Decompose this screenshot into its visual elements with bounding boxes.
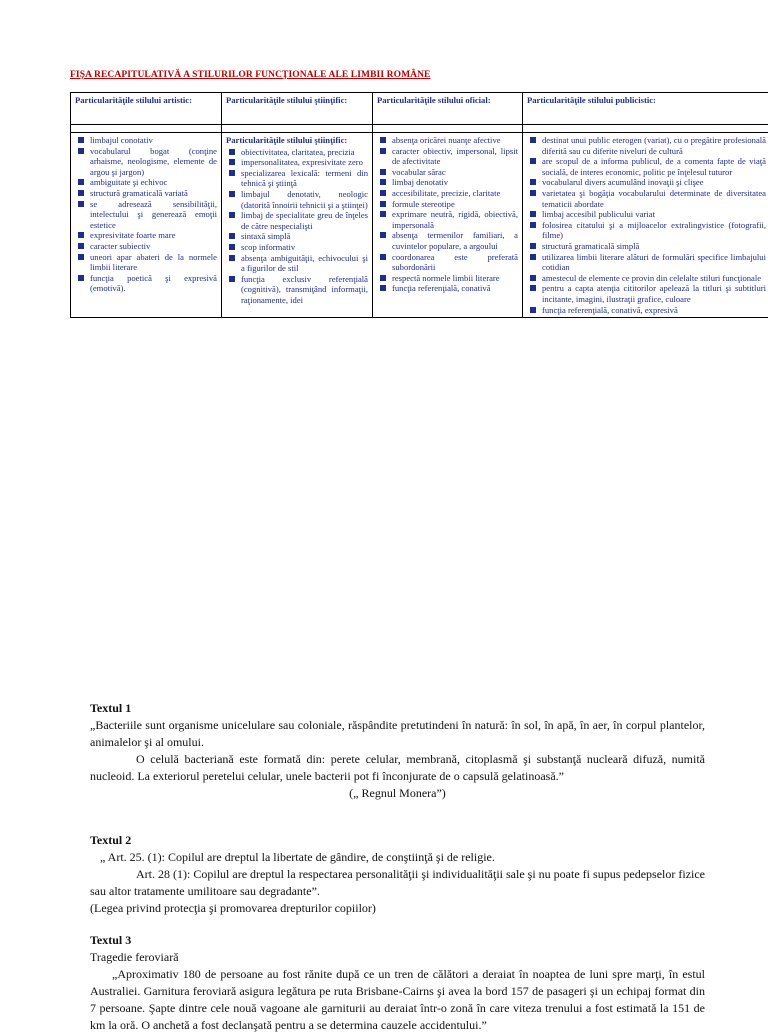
feature-list (226, 147, 368, 306)
text1-paragraph-2: O celulă bacteriană este formată din: perete celular, membrană, citoplasmă şi substanţă nucleară difuză, numită nucleoid. La exteriorul peretelui celular, unele bacterii pot fi înconjurate de o capsulă gelatinoasă.” (90, 751, 705, 785)
spacer-cell (523, 125, 768, 133)
feature-list (377, 135, 518, 294)
feature-item: formule stereotipe (377, 199, 518, 210)
column-artistic (71, 133, 222, 318)
text2-paragraph-2: Art. 28 (1): Copilul are dreptul la respectarea personalităţii şi individualităţii sale şi nu poate fi supus pedepselor fizice sau altor tratamente umilitoare sau degradante”. (90, 866, 705, 900)
feature-item: ambiguitate şi echivoc (75, 177, 217, 188)
feature-item: funcţia referenţială, conativă (377, 283, 518, 294)
feature-item: limbaj de specialitate greu de înţeles de către nespecialişti (226, 210, 368, 231)
text2-source: (Legea privind protecţia şi promovarea drepturilor copiilor) (90, 900, 705, 917)
text2-block (90, 832, 705, 917)
spacer-cell (222, 125, 373, 133)
header-artistic: Particularităţile stilului artistic: (71, 93, 222, 125)
feature-item: limbaj denotativ (377, 177, 518, 188)
feature-item: exprimare neutră, rigidă, obiectivă, impersonală (377, 209, 518, 230)
feature-item: funcţia referenţială, conativă, expresivă (527, 305, 766, 316)
text1-source: („ Regnul Monera”) (90, 785, 705, 802)
feature-item: vocabularul bogat (conţine arhaisme, neologisme, elemente de argou şi jargon) (75, 146, 217, 178)
feature-item: absenţa oricărei nuanţe afective (377, 135, 518, 146)
feature-item: accesibilitate, precizie, claritate (377, 188, 518, 199)
feature-item: limbaj accesibil publicului variat (527, 209, 766, 220)
text2-paragraph-1: „ Art. 25. (1): Copilul are dreptul la libertate de gândire, de conştiinţă şi de religie. (90, 849, 705, 866)
feature-item: pentru a capta atenţia cititorilor apelează la titluri şi subtitluri incitante, imagini, ilustraţii grafice, culoare (527, 283, 766, 304)
feature-item: coordonarea este preferată subordonării (377, 252, 518, 273)
feature-item: absenţa termenilor familiari, a cuvintelor populare, a argoului (377, 230, 518, 251)
text3-block (90, 932, 705, 1034)
feature-item: sintaxă simplă (226, 231, 368, 242)
column-official (373, 133, 523, 318)
feature-item: amestecul de elemente ce provin din celelalte stiluri funcţionale (527, 273, 766, 284)
column-scientific (222, 133, 373, 318)
feature-item: funcţia poetică şi expresivă (emotivă). (75, 273, 217, 294)
text1-block (90, 700, 705, 802)
text3-paragraph-1: „Aproximativ 180 de persoane au fost rănite după ce un tren de călători a deraiat în noaptea de luni spre marţi, în estul Australiei. Garnitura feroviară asigura legătura pe ruta Brisbane-Cairns şi avea la bord 157 de pasageri şi un echipaj format din 7 persoane. Şapte dintre cele nouă vagoane ale garniturii au deraiat într-o zonă în care viteza trenului a fost estimată la 151 de km la oră. O anchetă a fost declanşată pentru a se determina cauzele accidentului.” (90, 966, 705, 1034)
page-title: FIŞA RECAPITULATIVĂ A STILURILOR FUNCŢIONALE ALE LIMBII ROMÂNE (70, 70, 431, 80)
feature-item: expresivitate foarte mare (75, 230, 217, 241)
text1-label: Textul 1 (90, 700, 705, 717)
text2-label: Textul 2 (90, 832, 705, 849)
feature-item: obiectivitatea, claritatea, precizia (226, 147, 368, 158)
header-scientific: Particularităţile stilului ştiinţific: (222, 93, 373, 125)
table-body-row (71, 133, 768, 318)
feature-item: impersonalitatea, expresivitate zero (226, 157, 368, 168)
feature-item: limbajul denotativ, neologic (datorită înnoirii tehnicii şi a ştiinţei) (226, 189, 368, 210)
header-official: Particularităţile stilului oficial: (373, 93, 523, 125)
feature-item: limbajul conotativ (75, 135, 217, 146)
text3-subtitle: Tragedie feroviară (90, 949, 705, 966)
feature-item: utilizarea limbii literare alături de formulări specifice limbajului cotidian (527, 252, 766, 273)
table-spacer-row (71, 125, 768, 133)
feature-item: absenţa ambiguităţii, echivocului şi a figurilor de stil (226, 253, 368, 274)
header-publicistic: Particularităţile stilului publicistic: (523, 93, 768, 125)
feature-item: structură gramaticală simplă (527, 241, 766, 252)
column-publicistic (523, 133, 768, 318)
feature-item: caracter subiectiv (75, 241, 217, 252)
feature-item: are scopul de a informa publicul, de a comenta fapte de viaţă socială, de interes economic, politic pe înţelesul tuturor (527, 156, 766, 177)
text3-label: Textul 3 (90, 932, 705, 949)
column-subheader: Particularităţile stilului ştiinţific: (226, 135, 368, 146)
feature-item: caracter obiectiv, impersonal, lipsit de afectivitate (377, 146, 518, 167)
feature-item: scop informativ (226, 242, 368, 253)
feature-list (527, 135, 766, 315)
feature-item: specializarea lexicală: termeni din tehnică şi ştiinţă (226, 168, 368, 189)
text1-paragraph-1: „Bacteriile sunt organisme unicelulare sau coloniale, răspândite pretutindeni în natură: în sol, în apă, în aer, în corpul plantelor, animalelor şi al omului. (90, 717, 705, 751)
feature-item: destinat unui public eterogen (variat), cu o pregătire profesională diferită sau cu diferite niveluri de cultură (527, 135, 766, 156)
feature-list (75, 135, 217, 294)
spacer-cell (373, 125, 523, 133)
feature-item: folosirea citatului şi a mijloacelor extralingvistice (fotografii, filme) (527, 220, 766, 241)
feature-item: respectă normele limbii literare (377, 273, 518, 284)
feature-item: uneori apar abateri de la normele limbii literare (75, 252, 217, 273)
feature-item: varietatea şi bogăţia vocabularului determinate de diversitatea tematicii abordate (527, 188, 766, 209)
styles-table (70, 92, 768, 318)
feature-item: vocabularul divers acumulând inovaţii şi clişee (527, 177, 766, 188)
feature-item: structură gramaticală variată (75, 188, 217, 199)
spacer-cell (71, 125, 222, 133)
feature-item: vocabular sărac (377, 167, 518, 178)
feature-item: funcţia exclusiv referenţială (cognitivă), transmiţând informaţii, raţionamente, idei (226, 274, 368, 306)
table-header-row (71, 93, 768, 125)
feature-item: se adresează sensibilităţii, intelectului şi generează emoţii estetice (75, 199, 217, 231)
